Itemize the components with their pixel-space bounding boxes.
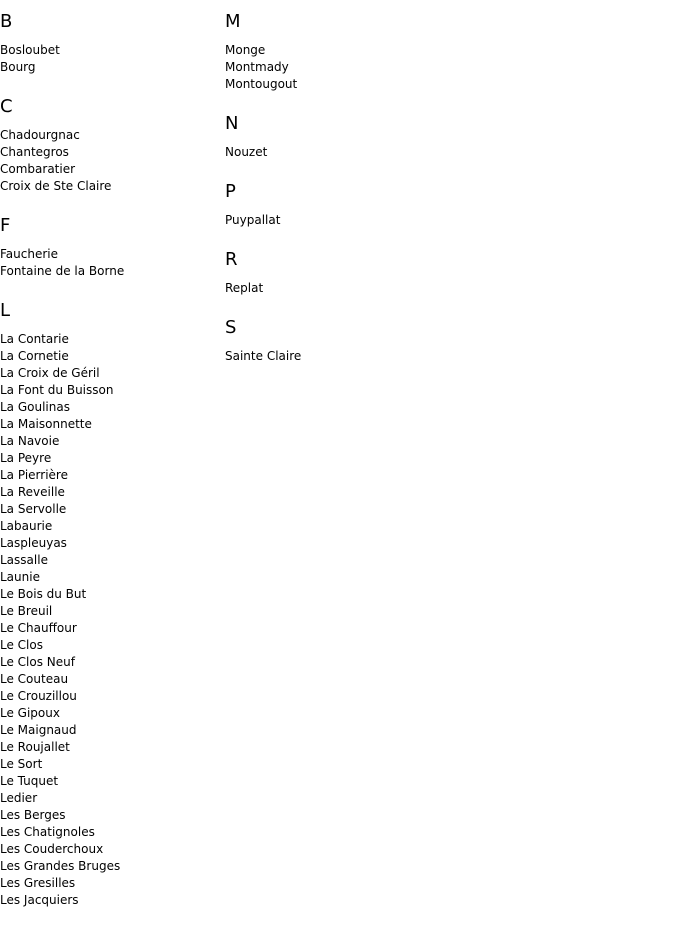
letter-group-b [0,11,225,76]
place-link[interactable]: Nouzet [225,145,268,159]
place-link[interactable]: Chadourgnac [0,128,80,142]
place-link[interactable]: Fontaine de la Borne [0,264,125,278]
letter-group-f [0,215,225,280]
place-link[interactable]: Montmady [225,60,289,74]
letter-heading: R [225,249,238,270]
place-link[interactable]: Les Grandes Bruges [0,859,121,873]
place-link[interactable]: Montougout [225,77,298,91]
place-link[interactable]: Les Jacquiers [0,893,79,907]
place-link[interactable]: La Contarie [0,332,69,346]
place-list [0,42,225,76]
place-link[interactable]: Le Chauffour [0,621,77,635]
letter-heading: M [225,11,241,32]
place-link[interactable]: Chantegros [0,145,69,159]
letter-heading: C [0,96,13,117]
place-link[interactable]: Faucherie [0,247,58,261]
place-link[interactable]: Les Couderchoux [0,842,104,856]
place-link[interactable]: Sainte Claire [225,349,302,363]
letter-heading: F [0,215,11,236]
letter-heading: P [225,181,236,202]
place-link[interactable]: Ledier [0,791,38,805]
letter-heading: S [225,317,237,338]
place-link[interactable]: Croix de Ste Claire [0,179,112,193]
place-list [225,212,475,229]
place-link[interactable]: La Pierrière [0,468,68,482]
place-link[interactable]: La Maisonnette [0,417,92,431]
place-link[interactable]: Le Bois du But [0,587,87,601]
place-list [225,348,475,365]
place-link[interactable]: Bosloubet [0,43,60,57]
place-link[interactable]: Le Clos [0,638,43,652]
place-link[interactable]: Laspleuyas [0,536,67,550]
place-link[interactable]: Les Gresilles [0,876,76,890]
index-column-left [0,0,225,909]
place-link[interactable]: La Navoie [0,434,60,448]
place-link[interactable]: Le Clos Neuf [0,655,75,669]
place-list [225,42,475,93]
place-link[interactable]: Les Berges [0,808,66,822]
place-list [0,127,225,195]
place-link[interactable]: La Servolle [0,502,67,516]
place-link[interactable]: Le Maignaud [0,723,77,737]
place-link[interactable]: Lassalle [0,553,48,567]
place-link[interactable]: Le Tuquet [0,774,59,788]
letter-heading: N [225,113,239,134]
place-link[interactable]: Le Crouzillou [0,689,77,703]
place-link[interactable]: Bourg [0,60,36,74]
place-link[interactable]: La Peyre [0,451,52,465]
letter-group-c [0,96,225,195]
place-link[interactable]: Le Breuil [0,604,53,618]
letter-group-m [225,11,475,93]
letter-group-l [0,300,225,909]
place-link[interactable]: Monge [225,43,266,57]
place-link[interactable]: Puypallat [225,213,281,227]
place-link[interactable]: La Font du Buisson [0,383,114,397]
place-link[interactable]: Les Chatignoles [0,825,95,839]
place-link[interactable]: La Croix de Géril [0,366,100,380]
letter-group-s [225,317,475,365]
place-list [0,331,225,909]
place-link[interactable]: Combaratier [0,162,76,176]
place-link[interactable]: Labaurie [0,519,53,533]
place-link[interactable]: Le Couteau [0,672,69,686]
place-link[interactable]: Launie [0,570,40,584]
letter-heading: L [0,300,11,321]
letter-group-n [225,113,475,161]
letter-group-r [225,249,475,297]
place-link[interactable]: Le Roujallet [0,740,70,754]
place-list [0,246,225,280]
place-list [225,144,475,161]
place-link[interactable]: La Reveille [0,485,65,499]
letter-group-p [225,181,475,229]
place-link[interactable]: Le Gipoux [0,706,60,720]
letter-heading: B [0,11,13,32]
place-link[interactable]: Replat [225,281,264,295]
place-link[interactable]: La Goulinas [0,400,70,414]
place-link[interactable]: La Cornetie [0,349,69,363]
place-list [225,280,475,297]
index-column-right [225,0,475,365]
place-link[interactable]: Le Sort [0,757,43,771]
